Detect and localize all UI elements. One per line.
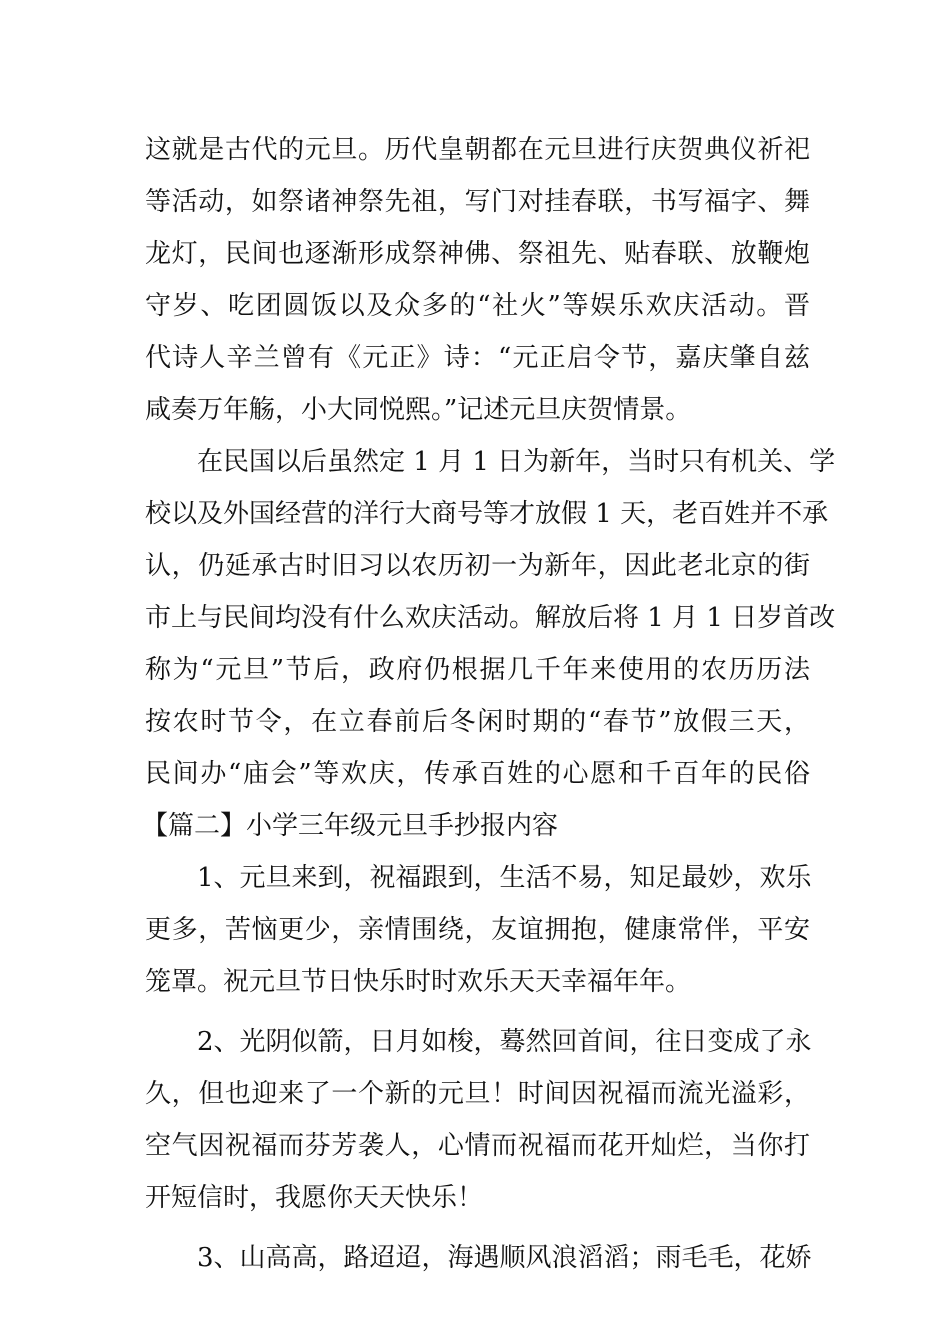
text-line: 笼罩。祝元旦节日快乐时时欢乐天天幸福年年。 [145, 967, 692, 997]
text-line: 2、光阴似箭，日月如梭，蓦然回首间，往日变成了永 [197, 1027, 812, 1057]
text-line: 久，但也迎来了一个新的元旦！时间因祝福而流光溢彩， [145, 1079, 810, 1109]
text-line: 等活动，如祭诸神祭先祖，写门对挂春联，书写福字、舞 [145, 187, 810, 217]
text-line: 称为“元旦”节后，政府仍根据几千年来使用的农历历法 [145, 655, 810, 685]
paragraph-origin [145, 124, 810, 436]
text-line: 代诗人辛兰曾有《元正》诗：“元正启令节，嘉庆肇自兹 [145, 343, 810, 373]
text-line: 龙灯，民间也逐渐形成祭神佛、祭祖先、贴春联、放鞭炮 [145, 239, 810, 269]
section-heading: 【篇二】小学三年级元旦手抄报内容 [142, 811, 559, 841]
text-line: 1、元旦来到，祝福跟到，生活不易，知足最妙，欢乐 [197, 863, 812, 893]
wish-item-1 [145, 852, 810, 1008]
text-line: 开短信时，我愿你天天快乐！ [145, 1183, 484, 1213]
text-line: 校以及外国经营的洋行大商号等才放假 1 天，老百姓并不承 [145, 499, 829, 529]
wish-item-2 [145, 1016, 810, 1224]
text-line: 认，仍延承古时旧习以农历初一为新年，因此老北京的街 [145, 551, 810, 581]
text-line: 在民国以后虽然定 1 月 1 日为新年，当时只有机关、学 [197, 447, 836, 477]
text-line: 市上与民间均没有什么欢庆活动。解放后将 1 月 1 日岁首改 [145, 603, 836, 633]
text-line: 民间办“庙会”等欢庆，传承百姓的心愿和千百年的民俗 [145, 759, 810, 789]
text-line: 守岁、吃团圆饭以及众多的“社火”等娱乐欢庆活动。晋 [145, 291, 810, 321]
text-line: 更多，苦恼更少，亲情围绕，友谊拥抱，健康常伴，平安 [145, 915, 810, 945]
document-body [142, 124, 836, 1284]
text-line: 空气因祝福而芬芳袭人，心情而祝福而花开灿烂，当你打 [145, 1131, 810, 1161]
text-line: 这就是古代的元旦。历代皇朝都在元旦进行庆贺典仪祈祀 [145, 135, 810, 165]
text-line: 咸奏万年觞，小大同悦熙。”记述元旦庆贺情景。 [145, 395, 692, 425]
wish-item-3 [145, 1232, 810, 1284]
text-line: 按农时节令，在立春前后冬闲时期的“春节”放假三天， [145, 707, 810, 737]
text-line: 3、山高高，路迢迢，海遇顺风浪滔滔；雨毛毛，花娇 [197, 1243, 812, 1273]
paragraph-minguo [145, 436, 836, 800]
